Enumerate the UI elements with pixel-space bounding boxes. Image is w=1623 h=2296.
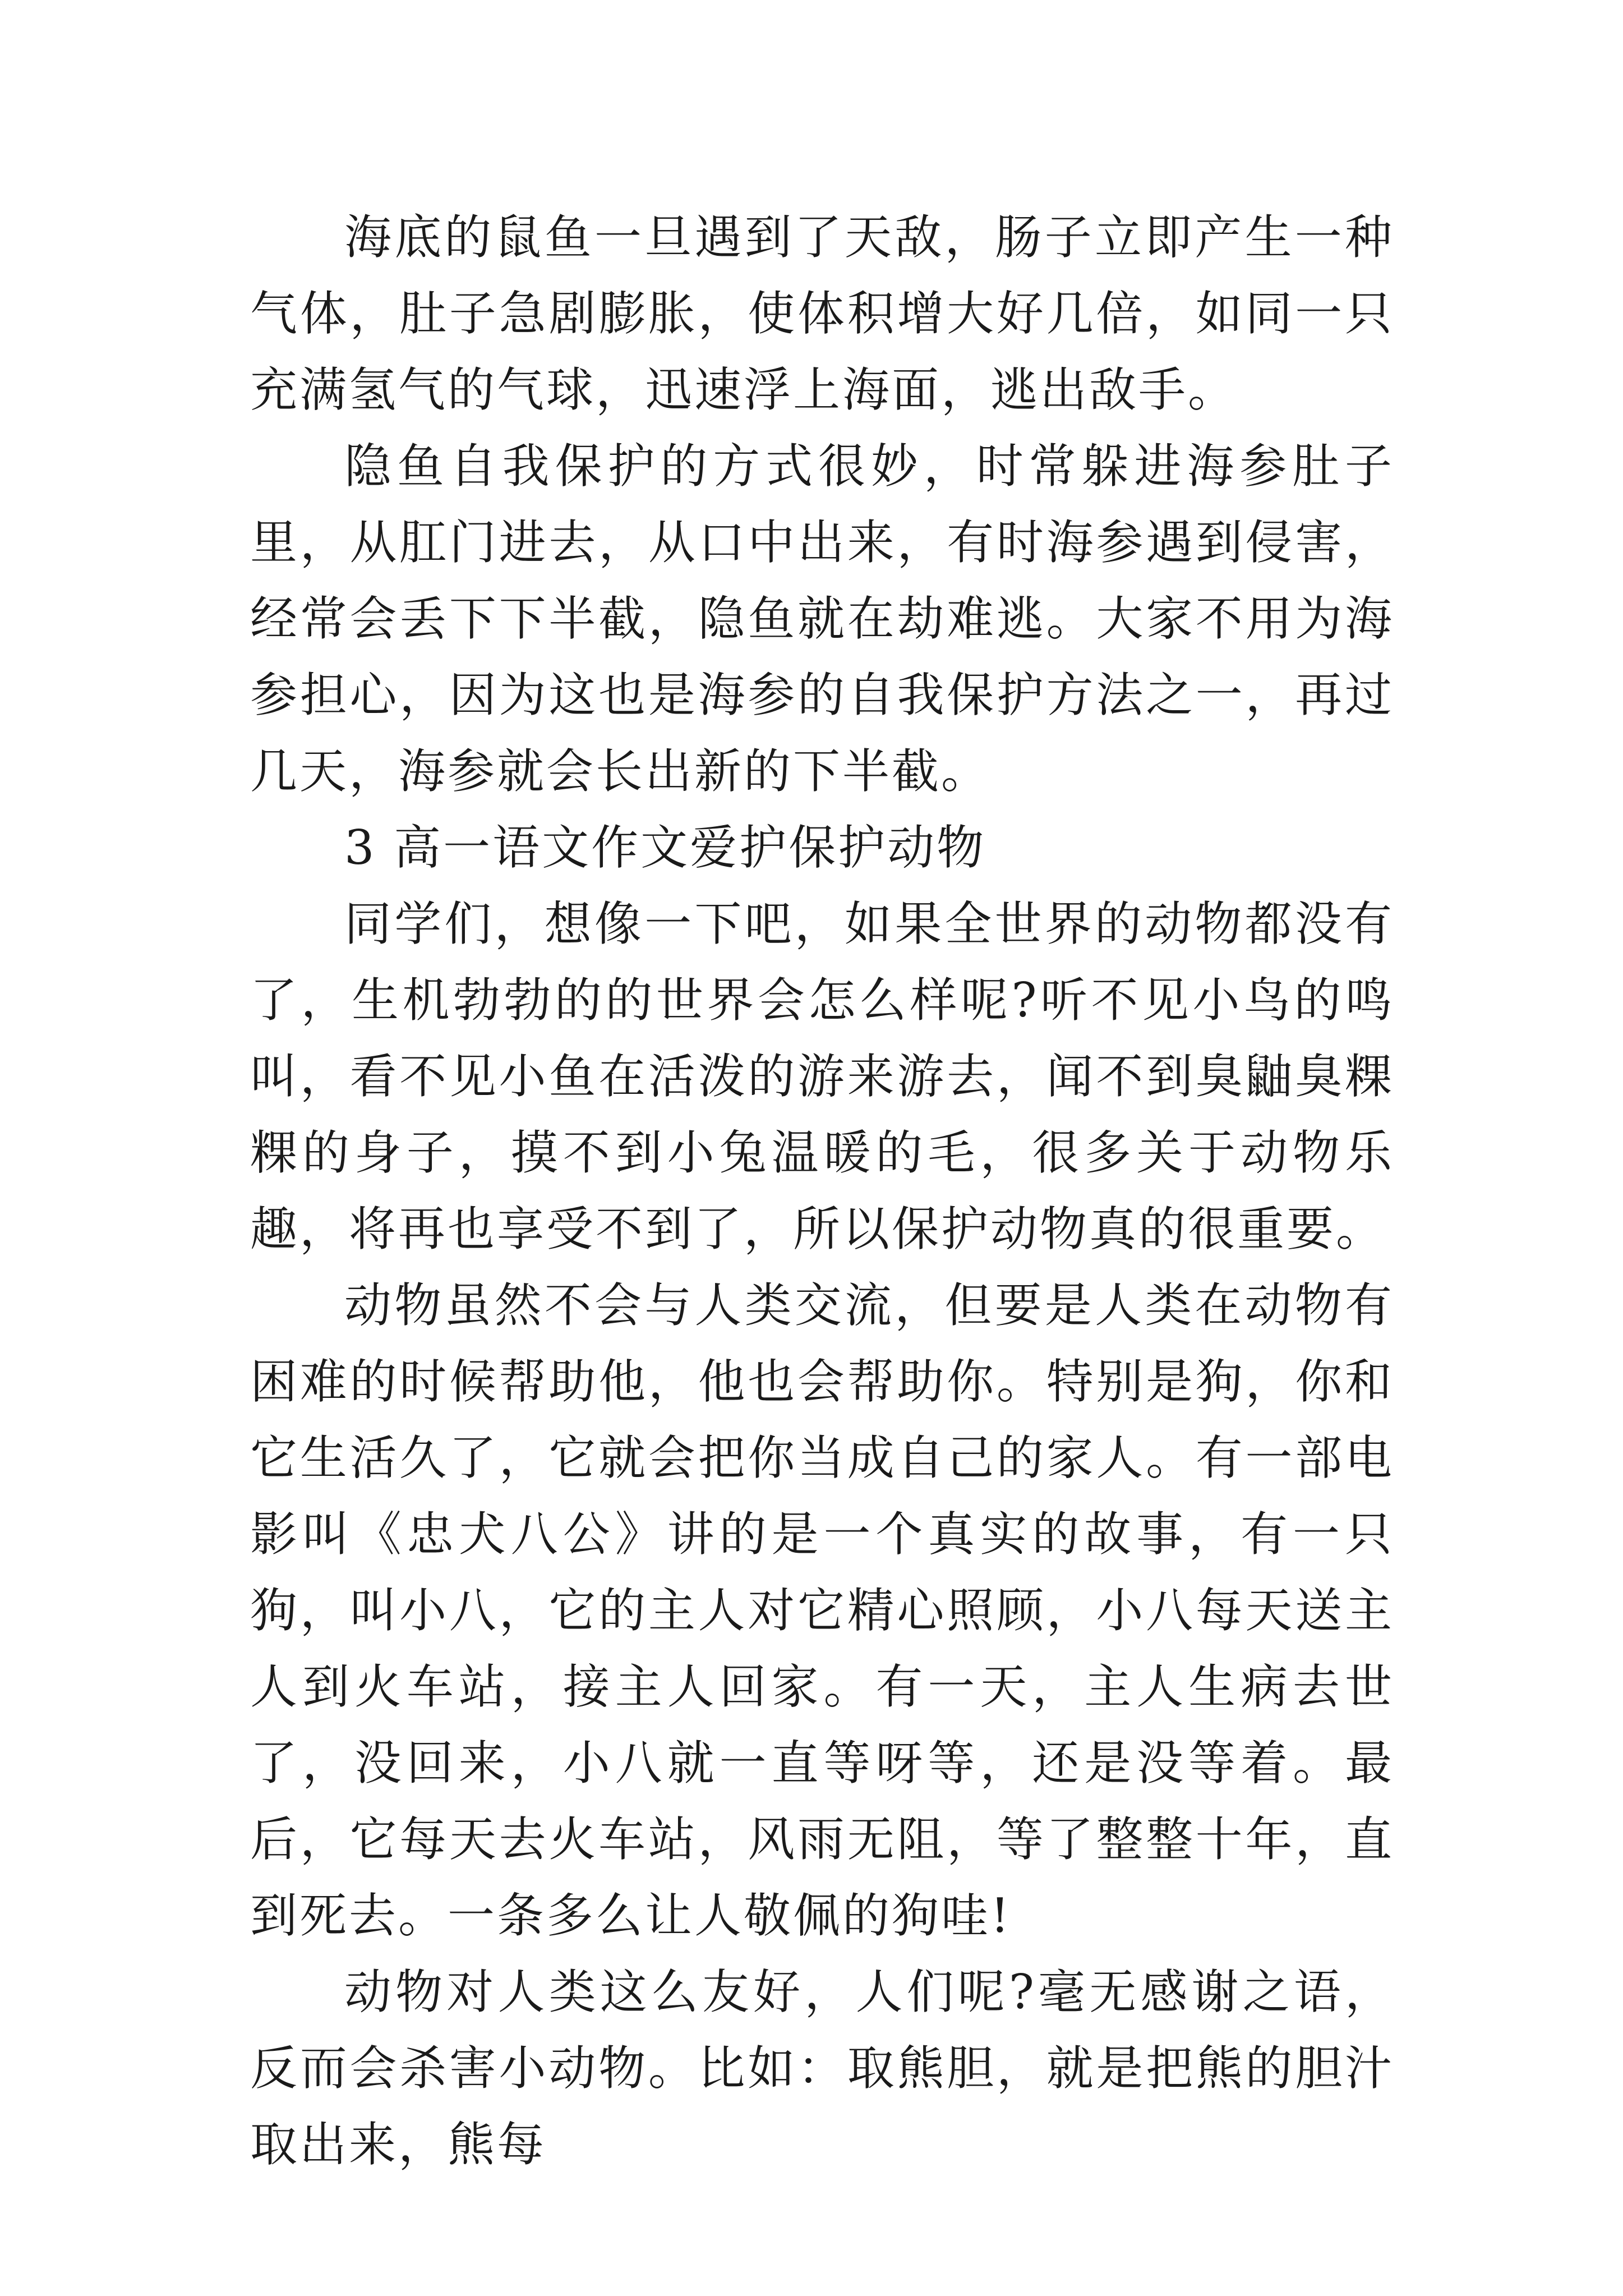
paragraph-rat-fish: 海底的鼠鱼一旦遇到了天敌，肠子立即产生一种气体，肚子急剧膨胀，使体积增大好几倍，如同一只充满氢气的气球，迅速浮上海面，逃出敌手。 [250,210,1394,417]
paragraph-essay-intro: 同学们，想像一下吧，如果全世界的动物都没有了，生机勃勃的的世界会怎么样呢?听不见小鸟的鸣叫，看不见小鱼在活泼的游来游去，闻不到臭鼬臭粿粿的身子，摸不到小兔温暖的毛，很多关于动物乐趣，将再也享受不到了，所以保护动物真的很重要。 [250,896,1394,1257]
paragraph-essay-humans: 动物对人类这么友好，人们呢?毫无感谢之语，反而会杀害小动物。比如：取熊胆，就是把熊的胆汁取出来，熊每 [250,1964,1394,2172]
section-heading: 3 高一语文作文爱护保护动物 [344,820,986,875]
paragraph-essay-dog: 动物虽然不会与人类交流，但要是人类在动物有困难的时候帮助他，他也会帮助你。特别是狗，你和它生活久了，它就会把你当成自己的家人。有一部电影叫《忠犬八公》讲的是一个真实的故事，有一只狗，叫小八，它的主人对它精心照顾，小八每天送主人到火车站，接主人回家。有一天，主人生病去世了，没回来，小八就一直等呀等，还是没等着。最后，它每天去火车站，风雨无阻，等了整整十年，直到死去。一条多么让人敬佩的狗哇! [250,1278,1394,1943]
paragraph-hidden-fish: 隐鱼自我保护的方式很妙，时常躲进海参肚子里，从肛门进去，从口中出来，有时海参遇到侵害，经常会丢下下半截，隐鱼就在劫难逃。大家不用为海参担心，因为这也是海参的自我保护方法之一，再过几天，海参就会长出新的下半截。 [250,439,1394,799]
document-body [250,199,1394,2183]
